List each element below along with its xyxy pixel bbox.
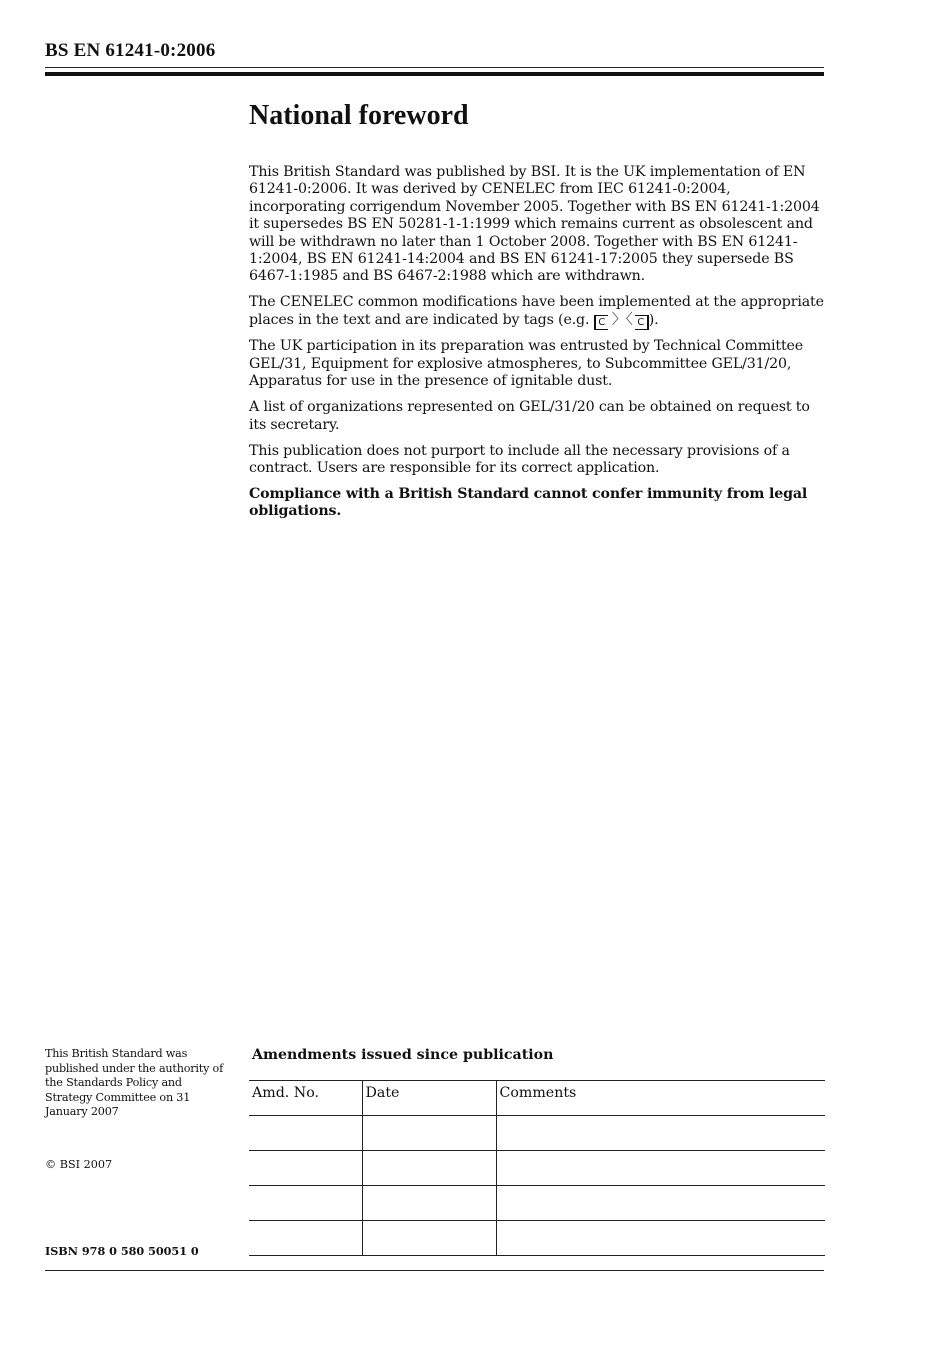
header-rule-thick bbox=[45, 72, 824, 76]
column-header-amd-no: Amd. No. bbox=[249, 1081, 362, 1116]
table-cell bbox=[249, 1221, 362, 1256]
header-rule-thin bbox=[45, 67, 824, 68]
table-cell bbox=[496, 1221, 825, 1256]
amendments-table bbox=[249, 1080, 825, 1256]
table-cell bbox=[362, 1186, 496, 1221]
paragraph-disclaimer: This publication does not purport to include all the necessary provisions of a contract. Users are responsible for its correct application. bbox=[249, 442, 790, 477]
paragraph-organizations: A list of organizations represented on GEL/31/20 can be obtained on request to its secretary. bbox=[249, 399, 810, 433]
tag-open-icon: C bbox=[594, 315, 608, 330]
copyright-notice: © BSI 2007 bbox=[45, 1158, 113, 1171]
document-id-header: BS EN 61241-0:2006 bbox=[45, 40, 216, 61]
paragraph-common-modifications bbox=[249, 294, 825, 329]
amendments-title: Amendments issued since publication bbox=[252, 1047, 554, 1063]
modification-tags: C 〉〈 C bbox=[594, 312, 649, 330]
table-row bbox=[249, 1151, 825, 1186]
table-cell bbox=[496, 1116, 825, 1151]
isbn-number: ISBN 978 0 580 50051 0 bbox=[45, 1244, 199, 1258]
table-cell bbox=[362, 1116, 496, 1151]
foreword-body bbox=[249, 164, 825, 529]
paragraph-compliance: Compliance with a British Standard cannot confer immunity from legal obligations. bbox=[249, 486, 808, 520]
table-cell bbox=[496, 1151, 825, 1186]
column-header-date: Date bbox=[362, 1081, 496, 1116]
table-cell bbox=[249, 1186, 362, 1221]
table-header-row bbox=[249, 1081, 825, 1116]
paragraph-publication: This British Standard was published by BSI. It is the UK implementation of EN 61241-0:2006. It was derived by CENELEC from IEC 61241-0:2004, incorporating corrigendum November 2005. Together with BS EN 61241-1:2004 it supersedes BS EN 50281-1-1:1999 which remains current as obsolescent and will be withdrawn no later than 1 October 2008. Together with BS EN 61241-1:2004, BS EN 61241-14:2004 and BS EN 61241-17:2005 they supersede BS 6467-1:1985 and BS 6467-2:1988 which are withdrawn. bbox=[249, 164, 820, 285]
tag-close-icon: C bbox=[635, 315, 649, 330]
page-title: National foreword bbox=[249, 100, 469, 131]
footer-rule bbox=[45, 1270, 824, 1271]
table-cell bbox=[362, 1221, 496, 1256]
table-cell bbox=[362, 1151, 496, 1186]
table-row bbox=[249, 1221, 825, 1256]
authority-note: This British Standard was published under the authority of the Standards Policy and Strategy Committee on 31 January 2007 bbox=[45, 1047, 224, 1119]
table-row bbox=[249, 1116, 825, 1151]
table-cell bbox=[496, 1186, 825, 1221]
table-row bbox=[249, 1186, 825, 1221]
table-cell bbox=[249, 1151, 362, 1186]
table-cell bbox=[249, 1116, 362, 1151]
column-header-comments: Comments bbox=[496, 1081, 825, 1116]
common-modifications-text: The CENELEC common modifications have been implemented at the appropriate places in the text and are indicated by tags (e.g. bbox=[249, 294, 824, 328]
paragraph-uk-participation: The UK participation in its preparation was entrusted by Technical Committee GEL/31, Equipment for explosive atmospheres, to Subcommittee GEL/31/20, Apparatus for use in the presence of ignitable dust. bbox=[249, 338, 803, 390]
common-modifications-end: ). bbox=[648, 311, 659, 328]
